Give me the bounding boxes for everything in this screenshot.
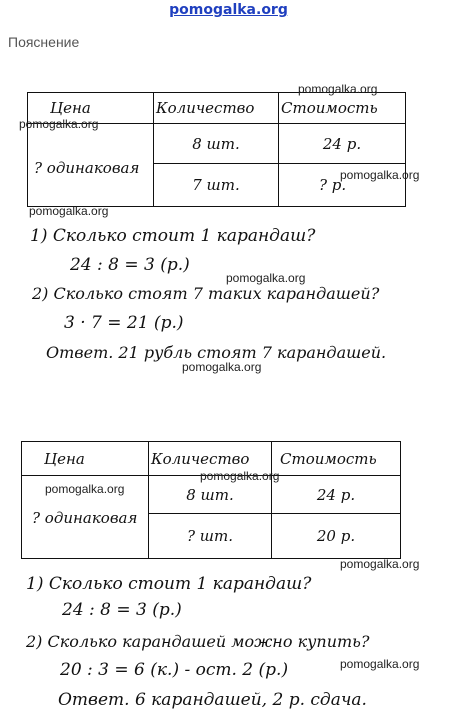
question-1: 1) Сколько стоит 1 карандаш? bbox=[26, 574, 312, 594]
quantity-cell: 8 шт. bbox=[192, 134, 240, 153]
answer: Ответ. 21 рубль стоят 7 карандашей. bbox=[46, 343, 387, 362]
site-link[interactable]: pomogalka.org bbox=[169, 2, 288, 18]
cost-cell: 24 р. bbox=[316, 485, 356, 504]
cost-cell: 24 р. bbox=[322, 134, 362, 153]
quantity-cell: ? шт. bbox=[186, 527, 233, 545]
watermark: pomogalka.org bbox=[340, 557, 420, 571]
expression-1: 24 : 8 = 3 (р.) bbox=[62, 600, 182, 620]
quantity-cell: 7 шт. bbox=[192, 176, 240, 194]
watermark: pomogalka.org bbox=[182, 360, 262, 374]
cost-cell: 20 р. bbox=[316, 527, 356, 545]
watermark: pomogalka.org bbox=[340, 168, 420, 182]
header-quantity: Количество bbox=[156, 99, 255, 117]
header-price: Цена bbox=[50, 99, 91, 117]
expression-2: 20 : 3 = 6 (к.) - ост. 2 (р.) bbox=[60, 660, 289, 680]
table-problem-1 bbox=[27, 92, 406, 207]
watermark: pomogalka.org bbox=[45, 482, 125, 496]
answer: Ответ. 6 карандашей, 2 р. сдача. bbox=[58, 690, 367, 710]
header-price: Цена bbox=[44, 449, 85, 468]
watermark: pomogalka.org bbox=[29, 204, 109, 218]
header-cost: Стоимость bbox=[281, 99, 378, 117]
section-heading: Пояснение bbox=[8, 34, 80, 50]
watermark: pomogalka.org bbox=[226, 271, 306, 285]
question-2: 2) Сколько стоят 7 таких карандашей? bbox=[32, 284, 380, 303]
watermark: pomogalka.org bbox=[19, 117, 99, 131]
table-problem-2 bbox=[21, 441, 401, 559]
question-1: 1) Сколько стоит 1 карандаш? bbox=[30, 226, 316, 246]
header-cost: Стоимость bbox=[280, 449, 377, 468]
expression-1: 24 : 8 = 3 (р.) bbox=[70, 255, 190, 275]
expression-2: 3 · 7 = 21 (р.) bbox=[64, 313, 184, 333]
cost-cell: ? р. bbox=[319, 176, 347, 194]
question-2: 2) Сколько карандашей можно купить? bbox=[26, 632, 370, 651]
watermark: pomogalka.org bbox=[340, 657, 420, 671]
price-note: ? одинаковая bbox=[32, 509, 138, 527]
price-note: ? одинаковая bbox=[34, 159, 140, 177]
header-quantity: Количество bbox=[151, 449, 250, 468]
watermark: pomogalka.org bbox=[298, 82, 378, 96]
watermark: pomogalka.org bbox=[200, 469, 280, 483]
quantity-cell: 8 шт. bbox=[186, 485, 234, 504]
